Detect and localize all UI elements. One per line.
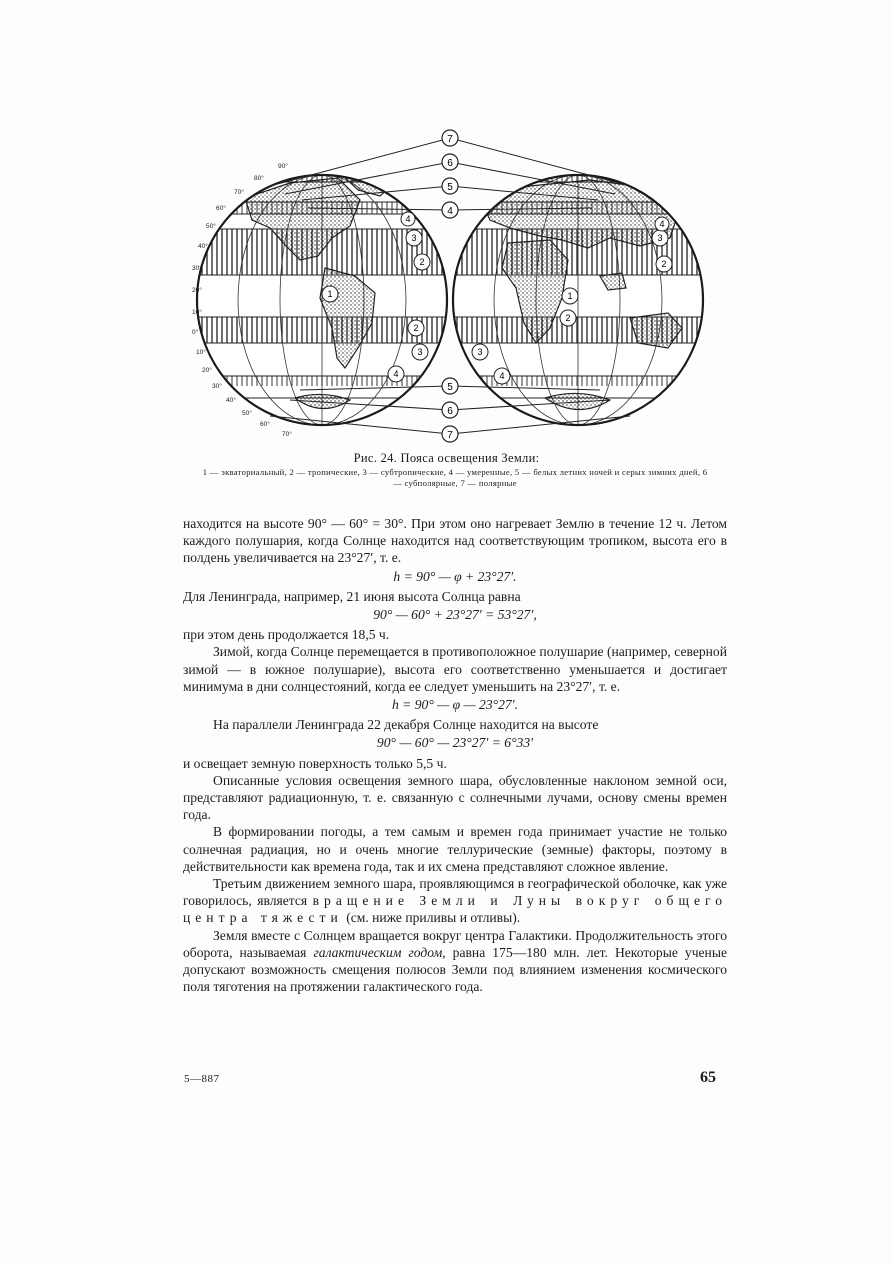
zone-label-4: 4 (447, 206, 453, 217)
svg-text:80°: 80° (254, 175, 264, 182)
paragraph-1: находится на высоте 90° — 60° = 30°. При этом оно нагревает Землю в течение 12 ч. Летом каждого полушария, когда Солнце находится над соответствующим тропиком, высота его в полдень увеличивается на 23°27′, т. е. (183, 516, 727, 566)
paragraph-3: при этом день продолжается 18,5 ч. (183, 627, 390, 643)
paragraph-10 (183, 927, 727, 996)
svg-text:2: 2 (413, 323, 419, 333)
svg-text:4: 4 (499, 371, 505, 381)
svg-text:40°: 40° (198, 243, 208, 250)
paragraph-8: В формировании погоды, а тем самым и времен года принимает участие не только солнечная радиация, но и очень многие теллурические (земные) факторы, поэтому в действительности как времена года, так и их смена представляют сложное явление. (183, 824, 727, 874)
figure-legend: 1 — экваториальный, 2 — тропические, 3 — субтропические, 4 — умеренные, 5 — белых летних ночей и серых зимних дней, 6 — субполярные, 7 — полярные (202, 467, 708, 488)
svg-text:50°: 50° (242, 410, 252, 417)
formula-1: h = 90° — φ + 23°27′. (393, 568, 517, 584)
printer-signature: 5—887 (184, 1073, 220, 1085)
connector-labels-top (442, 130, 458, 218)
zone-label-7-bottom: 7 (447, 430, 453, 441)
svg-text:60°: 60° (260, 421, 270, 428)
svg-text:70°: 70° (282, 431, 292, 438)
svg-text:4: 4 (405, 214, 411, 224)
svg-text:2: 2 (565, 313, 571, 323)
paragraph-9-tail: (см. ниже приливы и отливы). (346, 910, 521, 926)
formula-2: 90° — 60° + 23°27′ = 53°27′, (373, 607, 537, 623)
svg-text:30°: 30° (192, 265, 202, 272)
svg-text:10°: 10° (192, 309, 202, 316)
paragraph-10-tail: , равна 175—180 млн. лет. Некоторые ученые допускают возможность смещения полюсов Земли под влиянием изменения космического поля тяготения на протяжении галактического года. (183, 944, 727, 995)
svg-text:4: 4 (393, 369, 399, 379)
svg-text:30°: 30° (212, 383, 222, 390)
paragraph-2: Для Ленинграда, например, 21 июня высота Солнца равна (183, 588, 521, 604)
svg-text:60°: 60° (216, 205, 226, 212)
svg-text:90°: 90° (278, 163, 288, 170)
svg-text:3: 3 (417, 347, 423, 357)
connector-labels-bottom (442, 378, 458, 442)
svg-text:1: 1 (567, 291, 573, 301)
zone-label-6-bottom: 6 (447, 406, 453, 417)
zone-label-5-bottom: 5 (447, 382, 453, 393)
svg-text:2: 2 (419, 257, 425, 267)
page-number: 65 (700, 1069, 716, 1086)
formula-4: 90° — 60° — 23°27′ = 6°33′ (376, 735, 534, 751)
east-hemisphere (446, 128, 710, 446)
svg-text:40°: 40° (226, 397, 236, 404)
svg-text:3: 3 (657, 233, 663, 243)
paragraph-9-emphasis: вращение Земли и Луны вокруг общего центра тяжести (183, 893, 728, 926)
paragraph-10-italic: галактическим годом (313, 944, 443, 960)
zone-label-7: 7 (447, 134, 453, 145)
svg-text:2: 2 (661, 259, 667, 269)
paragraph-4: Зимой, когда Солнце перемещается в противоположное полушарие (например, северной зимой — в южное полушарие), высота его соответственно уменьшается и достигает минимума в дни солнцестояний, когда ее следует уменьшить на 23°27′, т. е. (183, 644, 727, 694)
formula-3: h = 90° — φ — 23°27′. (391, 697, 519, 713)
body-text (183, 515, 727, 995)
paragraph-10-lead: Земля вместе с Солнцем вращается вокруг центра Галактики. Продолжительность этого оборота, называемая (183, 927, 727, 960)
zone-label-5: 5 (447, 182, 453, 193)
zone-label-6: 6 (447, 158, 453, 169)
figure-caption: Рис. 24. Пояса освещения Земли: (353, 451, 540, 465)
paragraph-9 (183, 875, 727, 927)
svg-text:4: 4 (659, 219, 665, 229)
svg-text:20°: 20° (192, 287, 202, 294)
illumination-zones-figure (190, 128, 710, 446)
svg-text:10°: 10° (196, 349, 206, 356)
svg-text:3: 3 (477, 347, 483, 357)
paragraph-6: и освещает земную поверхность только 5,5 ч. (183, 755, 447, 771)
svg-text:3: 3 (411, 233, 417, 243)
paragraph-5: На параллели Ленинграда 22 декабря Солнце находится на высоте (213, 717, 599, 733)
svg-text:70°: 70° (234, 189, 244, 196)
svg-text:20°: 20° (202, 367, 212, 374)
paragraph-7: Описанные условия освещения земного шара, обусловленные наклоном земной оси, представляют радиационную, т. е. связанную с солнечными лучами, основу смены времен года. (183, 772, 727, 823)
svg-text:0°: 0° (192, 329, 199, 336)
paragraph-9-lead: Третьим движением земного шара, проявляющимся в географической оболочке, как уже говорилось, является (183, 876, 727, 909)
svg-text:50°: 50° (206, 223, 216, 230)
svg-text:1: 1 (327, 289, 333, 299)
